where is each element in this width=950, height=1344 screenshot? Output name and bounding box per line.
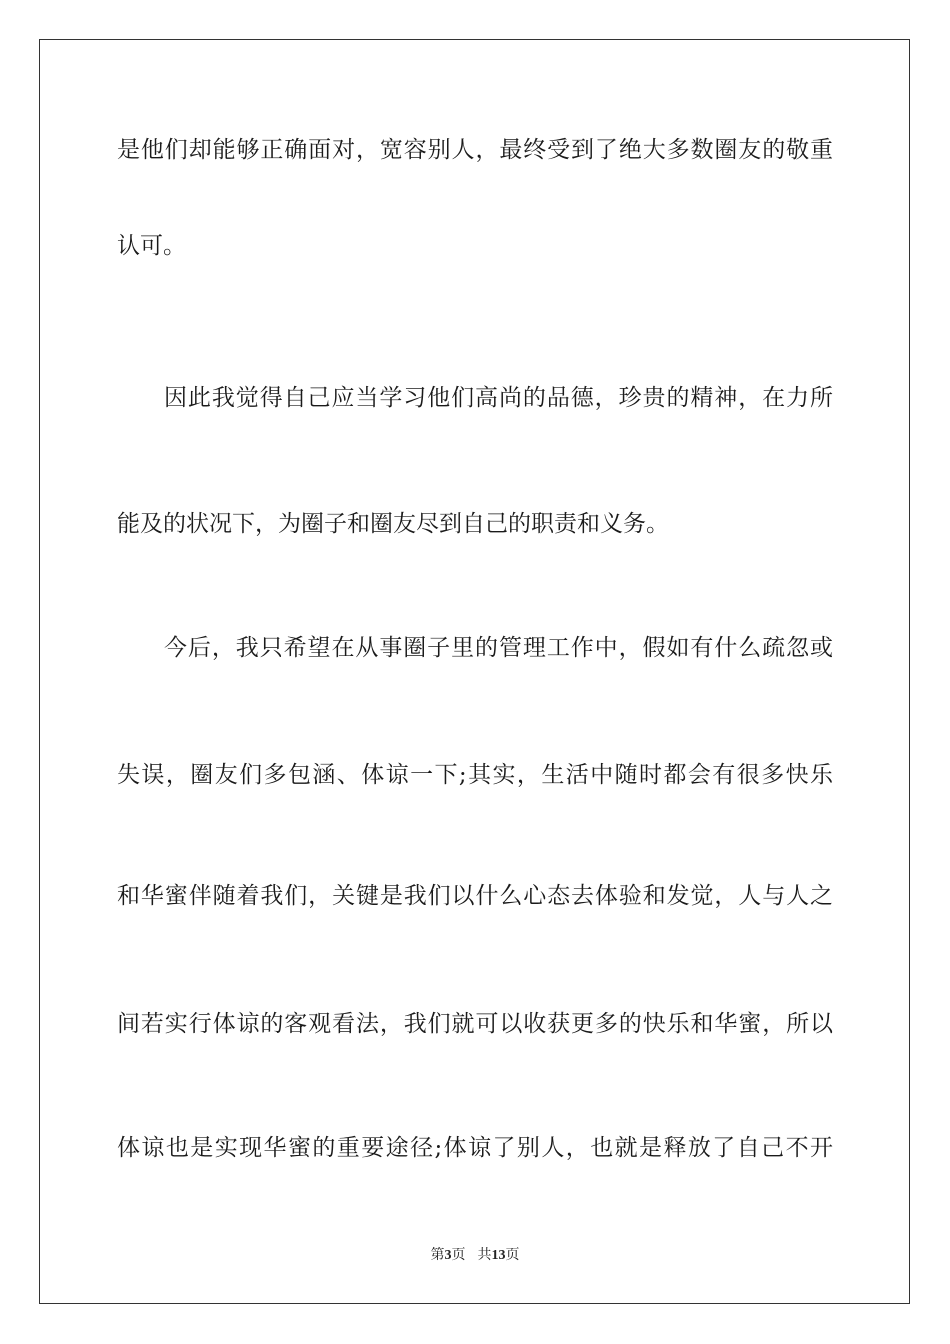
- footer-page-number: 3: [444, 1248, 452, 1263]
- body-line-4: 能及的状况下，为圈子和圈友尽到自己的职责和义务。: [117, 511, 669, 537]
- body-line-7: 和华蜜伴随着我们，关键是我们以什么心态去体验和发觉，人与人之: [117, 883, 833, 909]
- body-line-9: 体谅也是实现华蜜的重要途径;体谅了别人，也就是释放了自己不开: [117, 1135, 833, 1161]
- footer-total-prefix: 共: [477, 1248, 492, 1263]
- body-line-6: 失误，圈友们多包涵、体谅一下;其实，生活中随时都会有很多快乐: [117, 762, 833, 788]
- footer-page-prefix: 第: [430, 1248, 445, 1263]
- body-line-1: 是他们却能够正确面对，宽容别人，最终受到了绝大多数圈友的敬重: [117, 137, 833, 163]
- body-line-2: 认可。: [117, 233, 186, 259]
- footer-total-pages: 13: [491, 1248, 506, 1263]
- footer-page-suffix: 页: [451, 1248, 466, 1263]
- page-footer: [0, 1247, 950, 1265]
- body-line-5: 今后，我只希望在从事圈子里的管理工作中，假如有什么疏忽或: [164, 635, 833, 661]
- footer-total-suffix: 页: [505, 1248, 520, 1263]
- body-line-8: 间若实行体谅的客观看法，我们就可以收获更多的快乐和华蜜，所以: [117, 1011, 833, 1037]
- body-line-3: 因此我觉得自己应当学习他们高尚的品德，珍贵的精神，在力所: [164, 385, 833, 411]
